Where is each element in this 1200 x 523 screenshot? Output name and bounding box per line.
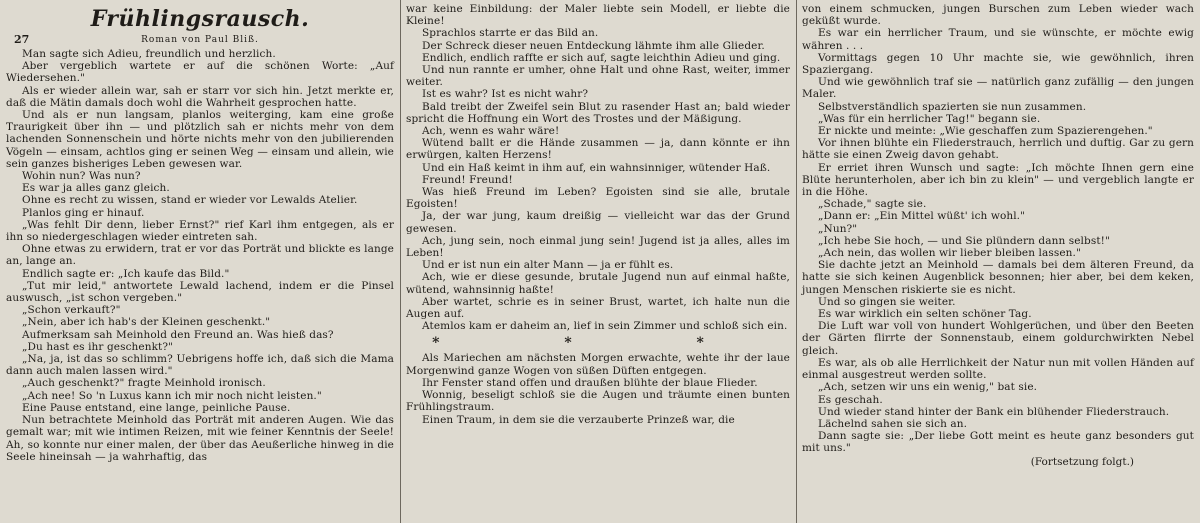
paragraph: von einem schmucken, jungen Burschen zum Leben wieder wach geküßt wurde. [802,3,1194,28]
column-3 [796,0,1200,523]
paragraph: „Tut mir leid," antwortete Lewald lachend, indem er die Pinsel auswusch, „ist schon vergeben." [6,279,394,305]
paragraph: Atemlos kam er daheim an, lief in sein Zimmer und schloß sich ein. [422,320,788,333]
paragraph: Ist es wahr? Ist es nicht wahr? [422,88,589,101]
paragraph: Eine Pause entstand, eine lange, peinliche Pause. [22,401,291,414]
paragraph: Er erriet ihren Wunsch und sagte: „Ich möchte Ihnen gern eine Blüte herunterholen, aber ich bin zu klein" — und vergeblich langte er in die Höhe. [802,161,1194,199]
column-2 [400,0,796,523]
paragraph: Er nickte und meinte: „Wie geschaffen zum Spazierengehen." [818,125,1153,138]
issue-number: 27 [14,33,30,46]
paragraph: Ohne es recht zu wissen, stand er wieder vor Lewalds Atelier. [22,194,358,207]
paragraph: Und als er nun langsam, planlos weiterging, kam eine große Traurigkeit über ihn — und plötzlich sah er nichts mehr von dem lachenden Sonnenschein und hörte nichts mehr von den jubilierenden Vögeln — einsam, achtlos ging er seinen Weg — einsam und allein, wie sein ganzes bisheriges Leben gewesen war. [6,109,394,170]
paragraph: „Ach nein, das wollen wir lieber bleiben lassen." [818,247,1081,260]
column-2-text [406,3,790,332]
paragraph: Es war ein herrlicher Traum, und sie wünschte, er möchte ewig währen . . . [802,27,1194,52]
paragraph: Und wieder stand hinter der Bank ein blühender Fliederstrauch. [818,405,1170,418]
paragraph: Es war, als ob alle Herrlichkeit der Natur nun mit vollen Händen auf einmal ausgestreut werden sollte. [802,356,1194,382]
byline: Roman von Paul Bliß. [141,35,259,45]
paragraph: Und wie gewöhnlich traf sie — natürlich ganz zufällig — den jungen Maler. [802,76,1194,101]
paragraph: Ach, jung sein, noch einmal jung sein! Jugend ist ja alles, alles im Leben! [406,234,790,260]
paragraph: „Schon verkauft?" [22,304,121,317]
paragraph: Als er wieder allein war, sah er starr vor sich hin. Jetzt merkte er, daß die Mätin damals doch wohl die Wahrheit gesprochen hatte. [6,84,394,109]
paragraph: „Ich hebe Sie hoch, — und Sie plündern dann selbst!" [818,234,1110,247]
paragraph: „Du hast es ihr geschenkt?" [22,340,174,353]
paragraph: Wohin nun? Was nun? [22,170,141,183]
paragraph: Wütend ballt er die Hände zusammen — ja, dann könnte er ihn erwürgen, kalten Herzens! [406,137,790,162]
column-3-text [802,3,1194,455]
paragraph: „Schade," sagte sie. [818,198,927,211]
paragraph: „Dann er: „Ein Mittel wüßt' ich wohl." [818,210,1026,223]
paragraph: Selbstverständlich spazierten sie nun zusammen. [818,100,1087,113]
paragraph: Dann sagte sie: „Der liebe Gott meint es heute ganz besonders gut mit uns." [802,430,1194,455]
paragraph: Der Schreck dieser neuen Entdeckung lähmte ihm alle Glieder. [422,39,765,52]
paragraph: Es war ja alles ganz gleich. [22,182,170,195]
paragraph: Ach, wie er diese gesunde, brutale Jugend nun auf einmal haßte, wütend, wahnsinnig haßte! [406,271,790,296]
article-subhead [6,33,394,47]
paragraph: Es geschah. [818,393,883,406]
paragraph: „Nein, aber ich hab's der Kleinen geschenkt." [22,316,271,329]
paragraph: „Ach nee! So 'n Luxus kann ich mir noch nicht leisten." [22,389,322,402]
section-separator: * * * [432,335,764,352]
paragraph: Bald treibt der Zweifel sein Blut zu rasender Hast an; bald wieder spricht die Hoffnung ein Wort des Trostes und der Mäßigung. [406,100,790,125]
paragraph: Aufmerksam sah Meinhold den Freund an. Was hieß das? [22,328,334,341]
paragraph: Die Luft war voll von hundert Wohlgerüchen, und über den Beeten der Gärten flirrte der Sonnenstaub, einem goldurchwirkten Nebel gleich. [802,320,1194,357]
paragraph: Und er ist nun ein alter Mann — ja er fühlt es. [422,259,674,272]
paragraph: Man sagte sich Adieu, freundlich und herzlich. [22,48,276,60]
paragraph: Und so gingen sie weiter. [818,295,956,308]
paragraph: Freund! Freund! [422,173,513,186]
paragraph: Lächelnd sahen sie sich an. [818,417,968,430]
paragraph: „Nun?" [818,222,858,235]
paragraph: Vormittags gegen 10 Uhr machte sie, wie gewöhnlich, ihren Spaziergang. [802,51,1194,77]
paragraph: war keine Einbildung: der Maler liebte sein Modell, er liebte die Kleine! [406,3,790,28]
paragraph: „Ach, setzen wir uns ein wenig," bat sie. [818,381,1038,394]
paragraph: Wonnig, beseligt schloß sie die Augen und träumte einen bunten Frühlingstraum. [406,389,790,414]
paragraph: „Na, ja, ist das so schlimm? Uebrigens hoffe ich, daß sich die Mama dann auch malen lassen wird." [6,353,394,378]
paragraph: Und nun rannte er umher, ohne Halt und ohne Rast, weiter, immer weiter. [406,64,790,89]
paragraph: Ihr Fenster stand offen und draußen blühte der blaue Flieder. [422,376,758,389]
paragraph: Ja, der war jung, kaum dreißig — vielleicht war das der Grund gewesen. [406,210,790,235]
paragraph: Es war wirklich ein selten schöner Tag. [818,308,1032,321]
column-1 [0,0,400,523]
paragraph: Einen Traum, in dem sie die verzauberte Prinzeß war, die [422,413,735,426]
paragraph: Ach, wenn es wahr wäre! [422,125,560,138]
paragraph: Vor ihnen blühte ein Fliederstrauch, herrlich und duftig. Gar zu gern hätte sie einen Zweig davon gehabt. [802,137,1194,162]
paragraph: Sie dachte jetzt an Meinhold — damals bei dem älteren Freund, da hatte sie sich keinen Augenblick besonnen; hier aber, bei dem keken, jungen Menschen riskierte sie es nicht. [802,259,1194,296]
column-2-text-continued [406,352,790,425]
paragraph: Was hieß Freund im Leben? Egoisten sind sie alle, brutale Egoisten! [406,186,790,211]
column-1-text [6,48,394,463]
paragraph: „Was fehlt Dir denn, lieber Ernst?" rief Karl ihm entgegen, als er ihn so niedergeschlagen wieder eintreten sah. [6,218,394,244]
paragraph: „Auch geschenkt?" fragte Meinhold ironisch. [22,377,266,390]
paragraph: Endlich, endlich raffte er sich auf, sagte leichthin Adieu und ging. [422,51,781,64]
paragraph: Endlich sagte er: „Ich kaufe das Bild." [22,267,230,280]
article-title: Frühlingsrausch. [90,6,310,32]
paragraph: Planlos ging er hinauf. [22,206,145,219]
paragraph: Aber wartet, schrie es in seiner Brust, wartet, ich halte nun die Augen auf. [406,295,790,321]
paragraph: Als Mariechen am nächsten Morgen erwachte, wehte ihr der laue Morgenwind ganze Wogen von süßen Düften entgegen. [406,352,790,377]
paragraph: Nun betrachtete Meinhold das Porträt mit anderen Augen. Wie das gemalt war; mit wie intimen Reizen, mit wie feiner Kenntnis der Seele! Ah, so konnte nur einer malen, der über das Aeußerliche hinweg in die Seele hineinsah — ja wahrhaftig, das [6,414,394,463]
paragraph: Sprachlos starrte er das Bild an. [422,27,599,40]
continuation-note: (Fortsetzung folgt.) [1030,455,1134,468]
paragraph: Aber vergeblich wartete er auf die schönen Worte: „Auf Wiedersehen." [6,60,394,85]
paragraph: Ohne etwas zu erwidern, trat er vor das Porträt und blickte es lange an, lange an. [6,243,394,268]
paragraph: Und ein Haß keimt in ihm auf, ein wahnsinniger, wütender Haß. [422,161,771,174]
paragraph: „Was für ein herrlicher Tag!" begann sie. [818,112,1041,125]
